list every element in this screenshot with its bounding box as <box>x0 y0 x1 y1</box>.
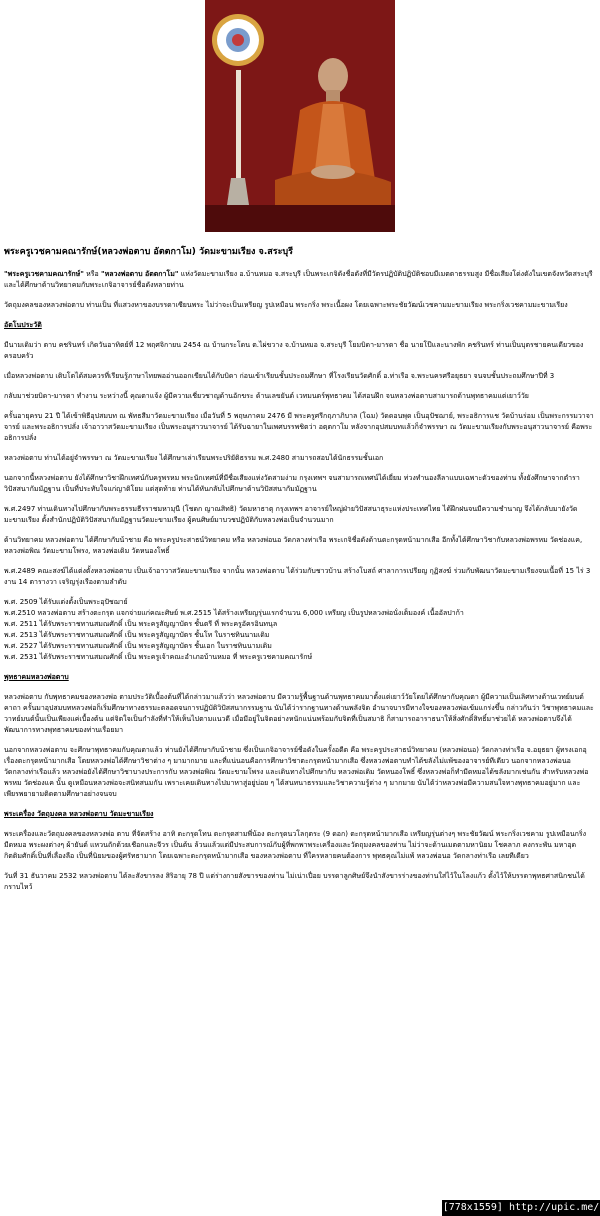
magic-study-paragraph: ด้านวิทยาคม หลวงพ่อตาบ ได้ศึกษากับน้าชาย คือ พระครูประสาธน์วิทยาคม หรือ หลวงพ่อนอ วัดกลางท่าเรือ พระเกจิชื่อดังด้านตะกรุดหน้ามากเสือ อีกทั้งได้ศึกษาวิชากับหลวงพ่อพรหม วัดช่องแค, หลวงพ่อพิณ วัดมะขามโพรง, หลวงพ่อเดิม วัดหนองโพธิ์ <box>4 536 583 555</box>
timeline-item: พ.ศ. 2527 ได้รับพระราชทานสมณศักดิ์ เป็น พระครูสัญญาบัตร ชั้นเอก ในราชทินนามเดิม <box>4 642 272 650</box>
intro-or: หรือ <box>83 270 101 278</box>
monk-portrait-illustration <box>205 0 395 232</box>
timeline-item: พ.ศ. 2511 ได้รับพระราชทานสมณศักดิ์ เป็น พระครูสัญญาบัตร ชั้นตรี ที่ พระครูอัครอินทนุล <box>4 620 278 628</box>
amulets-paragraph: พระเครื่องและวัตถุมงคลของหลวงพ่อ ตาบ ที่จัดสร้าง อาทิ ตะกรุดโทน ตะกรุดสามพี่น้อง ตะกรุดนวโลกุตระ (9 ดอก) ตะกรุดหน้ามากเสือ เหรียญรุ่นต่างๆ พระชัยวัฒน์ พระกริ่งเวชคาม รูปเหมือนกริ่ง มีดหมอ พระผงต่างๆ ผ้ายันต์ แหวนถักด้วยเชือกและจีวร เป็นต้น ล้วนแล้วแต่มีประสบการณ์กับผู้ที่พกพาพระเครื่องและวัตถุมงคลของท่าน ไม่ว่าจะด้านเมตตามหานิยม โชคลาภ คงกระพัน มหาอุด กิตติมศักดิ์เป็นที่เลื่องลือ เป็นที่นิยมของผู้ศรัทธามาก โดยเฉพาะตะกรุดหน้ามากเสือ ของหลวงพ่อตาบ ที่ใครหลายคนต้องการ พุทธคุณไม่แพ้ หลวงพ่อนอ วัดกลางท่าเรือ เลยทีเดียว <box>4 830 587 860</box>
timeline-item: พ.ศ. 2509 ได้รับแต่งตั้งเป็นพระอุปัชฌาย์ <box>4 598 128 606</box>
photo-floor <box>205 205 395 232</box>
image-host-badge: [778x1559] http://upic.me/ <box>442 1200 600 1216</box>
birth-paragraph: มีนามเดิมว่า ตาบ คชรินทร์ เกิดวันอาทิตย์ที่ 12 พฤศจิกายน 2454 ณ บ้านกระโดน ต.ไผ่ขวาง จ.บ้านหมอ จ.สระบุรี โยมบิดา-มารดา ชื่อ นายโป๊และนางพัก คชรินทร์ ท่านเป็นบุตรชายคนเดียวของครอบครัว <box>4 341 584 360</box>
buddhist-magic-paragraph-1: หลวงพ่อตาบ กับพุทธาคมของหลวงพ่อ ตามประวัติเบื้องต้นที่ได้กล่าวมาแล้วว่า หลวงพ่อตาบ มีความรู้พื้นฐานด้านพุทธาคมมาตั้งแต่เยาว์วัยโดยได้ศึกษากับคุณตา ผู้มีความเป็นเลิศทางด้านเวทย์มนต์คาถา ครั้นมาอุปสมบทหลวงพ่อก็เริ่มศึกษาทางธรรมะตลอดจนการปฏิบัติวิปัสสนากรรมฐาน นับได้ว่ารากฐานทางด้านพลังจิต อำนาจบารมีทางใจของหลวงพ่อเข้มแกร่งขึ้น กล่าวกันว่า วิชาพุทธาคมและวาทย์มนต์นั้นเป็นเพียงแค่เบื้องต้น แต่จิตใจเป็นกำลังที่ทำให้เห็นไปตามแนวดี เมื่อมีอยู่ในจิตอย่างหนักแน่นพร้อมกับจิตที่เป็นสมาธิ ก็สามารถอาราธนาให้สิ่งศักดิ์สิทธิ์มาช่วยได้ หลวงพ่อตาบจึงได้พัฒนาการทางพุทธาคมของท่านเรื่อยมา <box>4 693 594 734</box>
timeline-item: พ.ศ. 2513 ได้รับพระราชทานสมณศักดิ์ เป็น พระครูสัญญาบัตร ชั้นโท ในราชทินนามเดิม <box>4 631 270 639</box>
intro-name-common: "หลวงพ่อตาบ อัตตกาโม" <box>100 270 179 278</box>
ordination-paragraph: ครั้นอายุครบ 21 ปี ได้เข้าพิธีอุปสมบท ณ พัทธสีมาวัดมะขามเรียง เมื่อวันที่ 5 พฤษภาคม 2476 มี พระครูศรีกฤภาภิบาล (โฉม) วัดดอนพุด เป็นอุปัชฌาย์, พระอธิการแช วัดบ้านร่อม เป็นพระกรรมวาจาจารย์ และพระอธิการปลั่ง เจ้าอาวาสวัดมะขามเรียง เป็นพระอนุสาวนาจารย์ ได้รับฉายาในเพศบรรพชิตว่า อตฺตกาโม หลังจากอุปสมบทแล้วก็จำพรรษา ณ วัดมะขามเรียงกับพระอนุสาวนาจารย์ คือพระอธิการปลั่ง <box>4 412 594 442</box>
biography-heading: อัตโนประวัติ <box>4 321 42 329</box>
meditation-paragraph: นอกจากนี้หลวงพ่อตาบ ยังได้ศึกษาวิชาฝึกเทศน์กับครูพรหม พระนักเทศน์ที่มีชื่อเสียงแห่งวัดสามง่าม กรุงเทพฯ จนสามารถเทศน์ได้เยี่ยม ท่วงทำนองลีลาแบบเฉพาะตัวของท่าน ทั้งยังศึกษาจากตำราวิปัสสนากัมมัฏฐาน เป็นที่ประทับใจแก่ญาติโยม แต่สุดท้าย ท่านได้หันกลับไปศึกษาด้านวิปัสสนากัมมัฏฐาน <box>4 474 580 493</box>
article-body <box>4 232 594 1192</box>
amulet-popularity-paragraph: วัตถุมงคลของหลวงพ่อตาบ ท่านเป็น ที่แสวงหาของบรรดาเซียนพระ ไม่ว่าจะเป็นเหรียญ รูปเหมือน พระกริ่ง พระเนื้อผง โดยเฉพาะพระชัยวัฒน์เวชคามมะขามเรียง พระกริ่งเวชคามมะขามเรียง <box>4 301 568 309</box>
timeline-item: พ.ศ.2510 หลวงพ่อตาบ สร้างตะกรุด แจกจ่ายแก่คณะศิษย์ พ.ศ.2515 ได้สร้างเหรียญรุ่นแรกจำนวน 6,000 เหรียญ เป็นรูปหลวงพ่อนั่งเต็มองค์ เนื้ออัลปาก้า <box>4 609 464 617</box>
schooling-paragraph: เมื่อหลวงพ่อตาบ เติบโตได้สมควรที่เรียนรู้ภาษาไทยพออ่านออกเขียนได้กับบิดา ก่อนเข้าเรียนชั้นประถมศึกษา ที่โรงเรียนวัดศักดิ์ อ.ท่าเรือ จ.พระนครศรีอยุธยา จนจบชั้นประถมศึกษาปีที่ 3 <box>4 372 555 380</box>
buddhist-magic-heading: พุทธาคมหลวงพ่อตาบ <box>4 673 69 681</box>
intro-name-official: "พระครูเวชคามคณารักษ์" <box>4 270 84 278</box>
early-training-paragraph: กลับมาช่วยบิดา-มารดา ทำงาน ระหว่างนี้ คุณตาแจ้ง ผู้มีความเชี่ยวชาญด้านอักขระ ด้านเลขยันต์ เวทมนตร์พุทธาคม ได้สอนฝึก จนหลวงพ่อตาบสามารถด้านพุทธาคมแต่เยาว์วัย <box>4 392 529 400</box>
passing-paragraph: วันที่ 31 ธันวาคม 2532 หลวงพ่อตาบ ได้ละสังขารลง สิริอายุ 78 ปี แต่ร่างกายสังขารของท่าน ไม่เน่าเปื่อย บรรดาลูกศิษย์จึงนำสังขารร่างของท่านใส่ไว้ในโลงแก้ว ตั้งไว้ให้บรรดาพุทธศาสนิกชนได้กราบไหว้ <box>4 872 585 891</box>
abbot-2489-paragraph: พ.ศ.2489 คณะสงฆ์ได้แต่งตั้งหลวงพ่อตาบ เป็นเจ้าอาวาสวัดมะขามเรียง จากนั้น หลวงพ่อตาบ ได้ร่วมกับชาวบ้าน สร้างโบสถ์ ศาลาการเปรียญ กุฏิสงฆ์ ร่วมกับพัฒนาวัดมะขามเรียงจนเนื้อที่ 15 ไร่ 3 งาน 14 ตารางวา เจริญรุ่งเรืองตามลำดับ <box>4 567 591 586</box>
dharma-study-paragraph: หลวงพ่อตาบ ท่านได้อยู่จำพรรษา ณ วัดมะขามเรียง ได้ศึกษาเล่าเรียนพระปริยัติธรรม พ.ศ.2480 สามารถสอบได้นักธรรมชั้นเอก <box>4 454 384 462</box>
monk-head <box>318 58 348 94</box>
amulets-heading: พระเครื่อง วัตถุมงคล หลวงพ่อตาบ วัดมะขามเรียง <box>4 810 154 818</box>
monk-hands <box>311 165 355 179</box>
vipassana-2497-paragraph: พ.ศ.2497 ท่านเดินทางไปศึกษากับพระธรรมธีรราชมหามุนี (โชดก ญาณสิทธิ) วัดมหาธาตุ กรุงเทพฯ อาจารย์ใหญ่ฝ่ายวิปัสสนาธุระแห่งประเทศไทย ได้ฝึกฝนจนมีความชำนาญ จึงได้กลับมายังวัดมะขามเรียง ตั้งสำนักปฏิบัติวิปัสสนากัมมัฏฐานวัดมะขามเรียง ผู้คนศิษย์มาบวชปฏิบัติกับหลวงพ่อเป็นจำนวนมาก <box>4 505 578 524</box>
monk-photo <box>205 0 395 232</box>
timeline-list <box>4 597 594 663</box>
article-title: พระครูเวชคามคณารักษ์(หลวงพ่อตาบ อัตตกาโม) วัดมะขามเรียง จ.สระบุรี <box>4 247 293 257</box>
buddhist-magic-paragraph-2: นอกจากหลวงพ่อตาบ จะศึกษาพุทธาคมกับคุณตาแล้ว ท่านยังได้ศึกษากับน้าชาย ซึ่งเป็นเกจิอาจารย์ชื่อดังในครั้งอดีต คือ พระครูประสาธน์วิทยาคม (หลวงพ่อนอ) วัดกลางท่าเรือ จ.อยุธยา ผู้ทรงเอกอุเรื่องตะกรุดหน้ามากเสือ โดยหลวงพ่อได้ศึกษาวิชาต่าง ๆ มามากมาย และที่แน่นอนคือการศึกษาวิชาตะกรุดหน้ามากเสือ ซึ่งหลวงพ่อตาบทำได้ขลังไม่แพ้ของอาจารย์ทีเดียว นอกจากหลวงพ่อนอ วัดกลางท่าเรือแล้ว หลวงพ่อยังได้ศึกษาวิชาบางประการกับ หลวงพ่อพิณ วัดมะขามโพรง และเดินทางไปศึกษากับ หลวงพ่อเดิม วัดหนองโพธิ์ ซึ่งหลวงพ่อก็ทำมีดหมอได้ขลังมากเช่นกัน สำหรับหลวงพ่อพรหม วัดช่องแค นั้น ดูเหมือนหลวงพ่อจะสนิทสนมกัน เพราะเคยเดินทางไปมาหาสู่อยู่บ่อย ๆ ได้สนทนาธรรมและวิชาความรู้ต่าง ๆ มากมาย นับได้ว่าหลวงพ่อมีความสนใจทางพุทธาคมอยู่มาก และเพียรพยายามติดตามศึกษาอย่างจนจบ <box>4 746 589 798</box>
intro-text: แห่งวัดมะขามเรียง อ.บ้านหมอ จ.สระบุรี เป็นพระเกจิดังชื่อดังที่มีวัตรปฏิบัติปฏิบัติชอบมีเมตตาธรรมสูง มีชื่อเสียงโด่งดังในเขตจังหวัดสระบุรี และได้ศึกษาด้านวิทยาคมกับพระเกจิอาจารย์ชื่อดังหลายท่าน <box>4 270 593 289</box>
intro-paragraph <box>4 269 594 291</box>
timeline-item: พ.ศ. 2531 ได้รับพระราชทานสมณศักดิ์ เป็น พระครูเจ้าคณะอำเภอบ้านหมอ ที่ พระครูเวชคามคณารักษ์ <box>4 653 313 661</box>
